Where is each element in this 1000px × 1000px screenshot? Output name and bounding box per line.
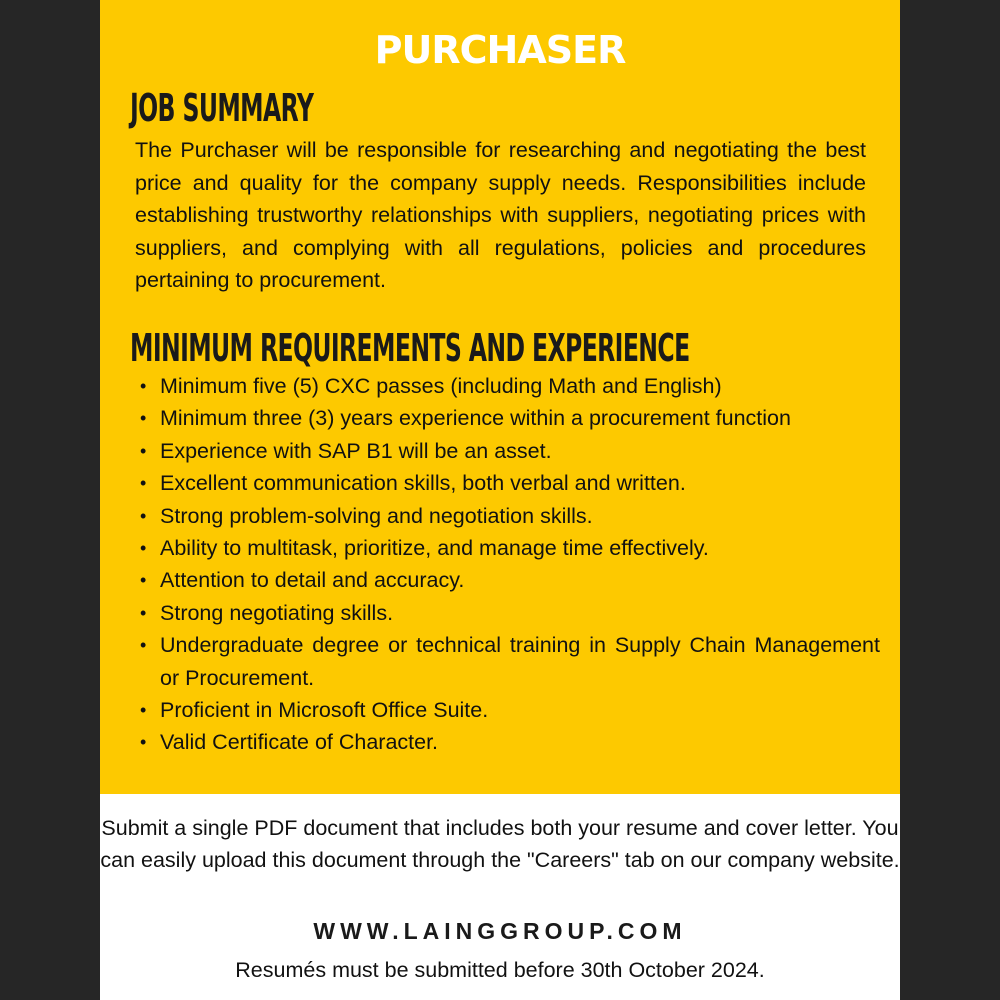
list-item: • Valid Certificate of Character. [160,726,880,758]
posting-body-panel [100,0,900,794]
job-posting [100,0,900,1000]
list-item: • Proficient in Microsoft Office Suite. [160,694,880,726]
list-item: • Minimum five (5) CXC passes (including Math and English) [160,370,880,402]
requirements-list [160,370,880,759]
company-website-link[interactable]: WWW.LAINGGROUP.COM [313,918,687,944]
list-item: • Attention to detail and accuracy. [160,564,880,596]
list-item: • Experience with SAP B1 will be an asset. [160,435,880,467]
application-deadline: Resumés must be submitted before 30th October 2024. [235,958,765,982]
list-item: • Excellent communication skills, both verbal and written. [160,467,880,499]
list-item: • Strong negotiating skills. [160,597,880,629]
list-item: • Undergraduate degree or technical training in Supply Chain Management or Procurement. [160,629,880,694]
job-title: PURCHASER [374,28,626,72]
job-summary-heading: JOB SUMMARY [130,86,314,130]
application-instructions: Submit a single PDF document that includes both your resume and cover letter. You can easily upload this document through the "Careers" tab on our company website. [100,816,900,872]
requirements-heading: MINIMUM REQUIREMENTS AND EXPERIENCE [130,326,690,370]
list-item: • Minimum three (3) years experience within a procurement function [160,402,880,434]
list-item: • Strong problem-solving and negotiation skills. [160,500,880,532]
list-item: • Ability to multitask, prioritize, and manage time effectively. [160,532,880,564]
job-summary-text: The Purchaser will be responsible for researching and negotiating the best price and quality for the company supply needs. Responsibilities include establishing trustworthy relationships with suppliers, negotiating prices with suppliers, and complying with all regulations, policies and procedures pertaining to procurement. [135,138,866,292]
